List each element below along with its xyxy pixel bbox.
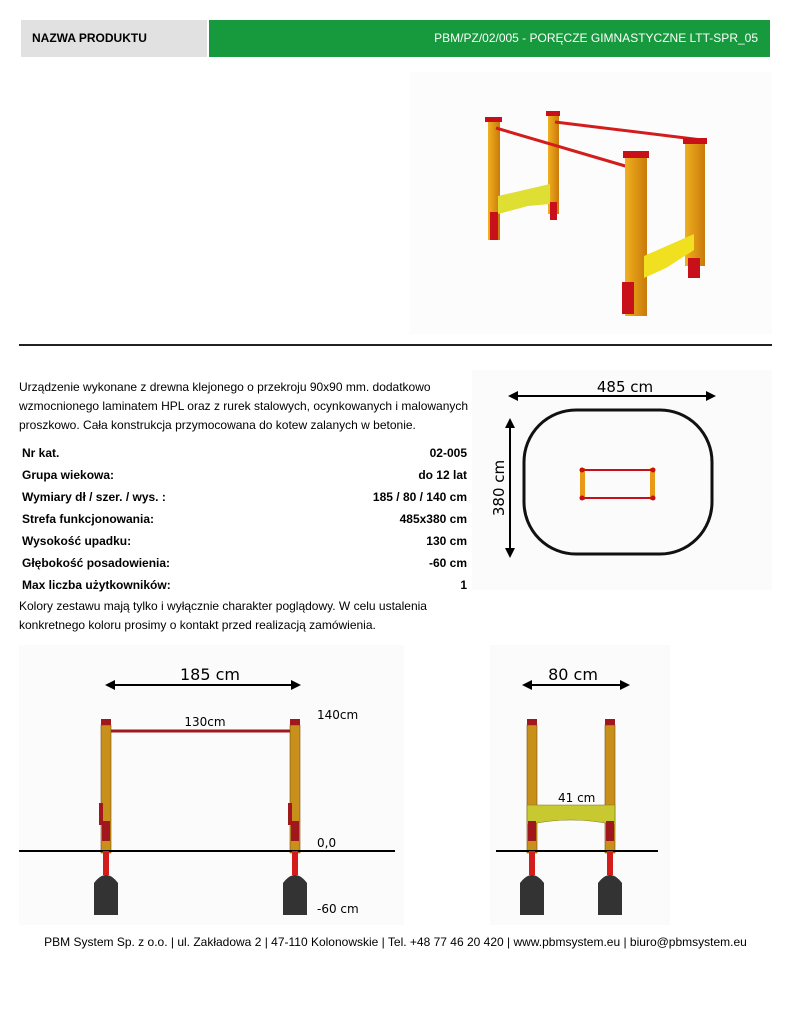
zone-height-label: 380 cm	[490, 459, 508, 517]
spec-row-zone: Strefa funkcjonowania: 485x380 cm	[22, 512, 467, 526]
product-description: Urządzenie wykonane z drewna klejonego o przekroju 90x90 mm. dodatkowo wzmocnionego laminatem HPL oraz z rurek stalowych, ocynkowanych i malowanych proszkowo. Cała konstrukcja przymocowana do kotew zalanych w betonie.	[19, 380, 469, 432]
plate-width-label: 41 cm	[558, 791, 596, 805]
side-elevation-drawing	[19, 645, 404, 925]
product-code-title: PBM/PZ/02/005 - PORĘCZE GIMNASTYCZNE LTT-SPR_05	[209, 20, 770, 57]
color-disclaimer: Kolory zestawu mają tylko i wyłącznie charakter poglądowy. W celu ustalenia konkretnego koloru prosimy o kontakt przed realizacją zamówienia.	[19, 599, 427, 632]
specs-table	[19, 442, 469, 596]
spec-row-fall-height: Wysokość upadku: 130 cm	[22, 534, 467, 548]
front-elevation-drawing	[490, 645, 670, 925]
product-render-image	[410, 72, 772, 334]
length-label: 185 cm	[179, 665, 241, 684]
company-footer: PBM System Sp. z o.o. | ul. Zakładowa 2 | 47-110 Kolonowskie | Tel. +48 77 46 20 420 | www.pbmsystem.eu | biuro@pbmsystem.eu	[44, 935, 747, 949]
spec-row-age: Grupa wiekowa: do 12 lat	[22, 468, 467, 482]
safety-zone-diagram	[472, 370, 772, 590]
spec-row-catalog: Nr kat. 02-005	[22, 446, 467, 460]
product-name-label: NAZWA PRODUKTU	[21, 20, 207, 57]
height-label: 140cm	[317, 708, 359, 722]
spec-row-depth: Głębokość posadowienia: -60 cm	[22, 556, 467, 570]
width-label: 80 cm	[548, 665, 598, 684]
bar-length-label: 130cm	[184, 715, 226, 729]
ground-level-label: 0,0	[317, 836, 337, 850]
spec-row-users: Max liczba użytkowników: 1	[22, 578, 467, 592]
depth-label: -60 cm	[317, 902, 359, 916]
spec-row-dimensions: Wymiary dł / szer. / wys. : 185 / 80 / 140 cm	[22, 490, 467, 504]
zone-width-label: 485 cm	[596, 378, 654, 396]
section-divider	[19, 344, 772, 346]
